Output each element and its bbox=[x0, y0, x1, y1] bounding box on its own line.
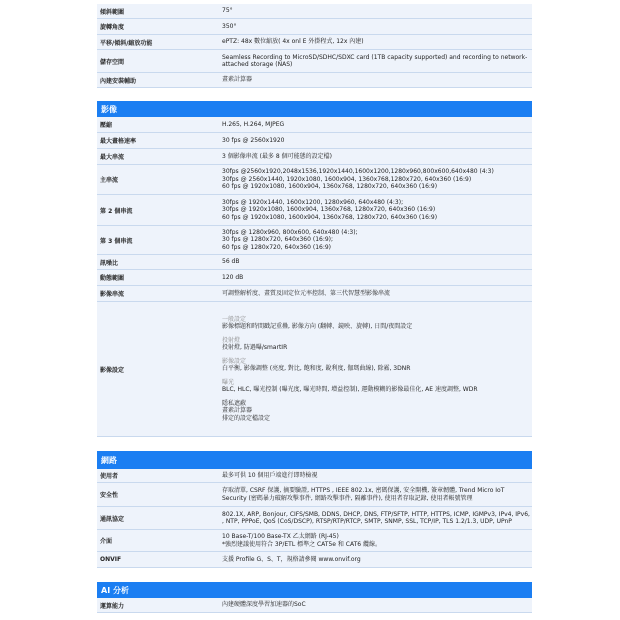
spec-label: 主串流 bbox=[100, 177, 119, 184]
value-line: 隱私遮蔽 bbox=[222, 399, 247, 407]
spec-row bbox=[97, 302, 532, 437]
spec-value bbox=[222, 119, 532, 131]
spec-row bbox=[97, 286, 532, 302]
value-line: 3 個影像串流 (最多 8 個可能態的設定檔) bbox=[222, 152, 332, 160]
spec-label: 動態範圍 bbox=[100, 275, 125, 282]
spec-label: 儲存空間 bbox=[100, 58, 125, 66]
value-line: 影像標題和時間戳記重疊, 影像方向 (翻轉、鏡映、旋轉), 日間/夜間設定 bbox=[222, 323, 413, 331]
value-line: 30fps @2560x1920,2048x1536,1920x1440,1600x1200,1280x960,800x600,640x480 (4:3) bbox=[222, 168, 494, 176]
value-line: 最多可供 10 個用戶端進行即時檢視 bbox=[222, 471, 318, 479]
value-line: 排定的設定檔設定 bbox=[222, 414, 271, 422]
setting-group-title: 一般設定 bbox=[222, 315, 247, 323]
spec-value bbox=[222, 485, 532, 504]
value-line: Security (密碼暴力破解攻擊事件, 網路攻擊事件, 隔離事件), 使用者存取記錄, 使用者帳號管理 bbox=[222, 494, 473, 502]
value-line: 30fps @ 1280x960, 800x600, 640x480 (4:3); bbox=[222, 228, 358, 236]
spec-label: 影像串流 bbox=[100, 291, 125, 298]
spec-value bbox=[222, 599, 532, 611]
spec-value bbox=[222, 509, 532, 528]
spec-row bbox=[97, 35, 532, 50]
spec-row bbox=[97, 255, 532, 270]
spec-value bbox=[222, 197, 532, 224]
spec-value bbox=[222, 151, 532, 163]
spec-label: 最大畫格速率 bbox=[100, 138, 137, 145]
value-line: 畫素計算器 bbox=[222, 407, 253, 415]
spec-value bbox=[222, 74, 532, 86]
value-line: , NTP, PPPoE, QoS (CoS/DSCP), RTSP/RTP/RTCP, SMTP, SNMP, SSL, TCP/IP, TLS 1.2/1.3, UDP, UPnP bbox=[222, 518, 512, 525]
value-line: 30 fps @ 2560x1920 bbox=[222, 136, 285, 144]
spec-value bbox=[222, 288, 532, 300]
value-line: 60 fps @ 1920x1080, 1600x904, 1360x768, 1280x720, 640x360 (16:9) bbox=[222, 183, 438, 191]
spec-row bbox=[97, 73, 532, 88]
setting-group-title: 曝光 bbox=[222, 378, 235, 386]
value-line: 60 fps @ 1280x720, 640x360 (16:9) bbox=[222, 243, 332, 251]
spec-label: 訊噪比 bbox=[100, 259, 119, 267]
value-line: *強烈建議使用符合 3P/ETL 標準之 CAT5e 和 CAT6 纜線。 bbox=[222, 540, 382, 548]
value-line: 120 dB bbox=[222, 273, 244, 281]
value-line: 投射燈, 防過曝/smartIR bbox=[222, 344, 288, 352]
spec-value bbox=[222, 36, 532, 48]
value-line: attached storage (NAS) bbox=[222, 61, 293, 68]
value-line: 30 fps @ 1280x720, 640x360 (16:9); bbox=[222, 236, 334, 244]
spec-row bbox=[97, 19, 532, 35]
value-line: 30fps @ 1920x1080, 1600x904, 1360x768, 1280x720, 640x360 (16:9) bbox=[222, 206, 436, 214]
spec-row bbox=[97, 4, 532, 19]
spec-row bbox=[97, 469, 532, 483]
spec-section bbox=[97, 101, 532, 437]
spec-label: 旋轉角度 bbox=[100, 24, 125, 31]
spec-label: 安全性 bbox=[100, 492, 119, 499]
spec-label: 最大串流 bbox=[100, 154, 125, 161]
setting-group bbox=[222, 400, 532, 423]
setting-group bbox=[222, 358, 532, 373]
spec-label: 影像設定 bbox=[100, 366, 125, 374]
spec-value bbox=[222, 554, 532, 566]
spec-row bbox=[97, 117, 532, 133]
spec-value bbox=[222, 314, 532, 425]
spec-row bbox=[97, 483, 532, 507]
value-line: 可調整解析度、畫質及固定位元率控制、第三代智慧型影像串流 bbox=[222, 289, 391, 297]
value-line: 30fps @ 2560x1440, 1920x1080, 1600x904, 1360x768,1280x720, 640x360 (16:9) bbox=[222, 175, 472, 183]
spec-label: 平移/傾斜/縮放功能 bbox=[100, 39, 153, 47]
value-line: 60 fps @ 1920x1080, 1600x904, 1360x768, 1280x720, 640x360 (16:9) bbox=[222, 213, 438, 221]
value-line: 350° bbox=[222, 22, 237, 30]
spec-label: 第 3 個串流 bbox=[100, 237, 133, 245]
spec-label: 內建安裝輔助 bbox=[100, 77, 137, 85]
spec-value bbox=[222, 531, 532, 550]
setting-group bbox=[222, 379, 532, 394]
value-line: 10 Base-T/100 Base-TX 乙太網路 (RJ-45) bbox=[222, 533, 339, 540]
value-line: 56 dB bbox=[222, 258, 240, 266]
spec-row bbox=[97, 133, 532, 149]
setting-group-title: 投射燈 bbox=[222, 336, 241, 344]
spec-section bbox=[97, 4, 532, 88]
spec-value bbox=[222, 227, 532, 254]
spec-section bbox=[97, 451, 532, 568]
spec-section bbox=[97, 582, 532, 613]
spec-label: 第 2 個串流 bbox=[100, 207, 133, 215]
section-header: AI 分析 bbox=[97, 582, 532, 598]
spec-label: ONVIF bbox=[100, 556, 122, 563]
section-header: 網路 bbox=[97, 451, 532, 469]
value-line: 內建硬體深度學習加速器的SoC bbox=[222, 601, 306, 609]
value-line: H.265, H.264, MJPEG bbox=[222, 120, 285, 128]
spec-value bbox=[222, 166, 532, 193]
value-line: Seamless Recording to MicroSD/SDHC/SDXC card (1TB capacity supported) and recording to network- bbox=[222, 53, 528, 61]
spec-row bbox=[97, 598, 532, 613]
setting-group bbox=[222, 316, 532, 331]
value-line: ePTZ: 48x 數位縮放( 4x onl E 外掛程式, 12x 內建) bbox=[222, 38, 364, 46]
section-header: 影像 bbox=[97, 101, 532, 117]
value-line: BLC, HLC, 曝光控制 (曝光度, 曝光時間, 增益控制), 運動模糊的影像最佳化, AE 速度調整, WDR bbox=[222, 386, 478, 394]
value-line: 支援 Profile G、S、T，規格請參閱 www.onvif.org bbox=[222, 555, 361, 563]
value-line: 畫素計算器 bbox=[222, 76, 253, 84]
setting-group bbox=[222, 337, 532, 352]
spec-label: 運算能力 bbox=[100, 602, 125, 610]
spec-label: 壓縮 bbox=[100, 122, 113, 129]
spec-label: 介面 bbox=[100, 538, 113, 545]
spec-row bbox=[97, 165, 532, 195]
spec-row bbox=[97, 552, 532, 568]
spec-value bbox=[222, 52, 532, 71]
setting-group-title: 影像設定 bbox=[222, 357, 247, 365]
spec-row bbox=[97, 226, 532, 255]
spec-label: 通訊協定 bbox=[100, 515, 125, 523]
spec-label: 傾斜範圍 bbox=[100, 8, 125, 16]
spec-row bbox=[97, 270, 532, 286]
spec-row bbox=[97, 530, 532, 552]
spec-value bbox=[222, 135, 532, 147]
spec-value bbox=[222, 256, 532, 268]
spec-label: 使用者 bbox=[100, 473, 119, 480]
spec-row bbox=[97, 50, 532, 73]
spec-value bbox=[222, 5, 532, 17]
spec-row bbox=[97, 195, 532, 226]
spec-value bbox=[222, 470, 532, 482]
spec-row bbox=[97, 149, 532, 165]
value-line: 75° bbox=[222, 7, 233, 15]
value-line: 802.1X, ARP, Bonjour, CIFS/SMB, DDNS, DHCP, DNS, FTP/SFTP, HTTP, HTTPS, ICMP, IGMPv3, IPv4, IPv6, bbox=[222, 510, 530, 518]
value-line: 30fps @ 1920x1440, 1600x1200, 1280x960, 640x480 (4:3); bbox=[222, 198, 404, 206]
value-line: 存取清單, CSRF 保護, 摘要驗證, HTTPS , IEEE 802.1x, 密碼保護, 安全開機, 簽章韌體, Trend Micro IoT bbox=[222, 487, 505, 494]
spec-value bbox=[222, 21, 532, 33]
spec-row bbox=[97, 507, 532, 530]
value-line: 白平衡, 影像調整 (亮度, 對比, 飽和度, 銳利度, 伽瑪曲線), 除霧, 3DNR bbox=[222, 365, 411, 373]
spec-value bbox=[222, 272, 532, 284]
